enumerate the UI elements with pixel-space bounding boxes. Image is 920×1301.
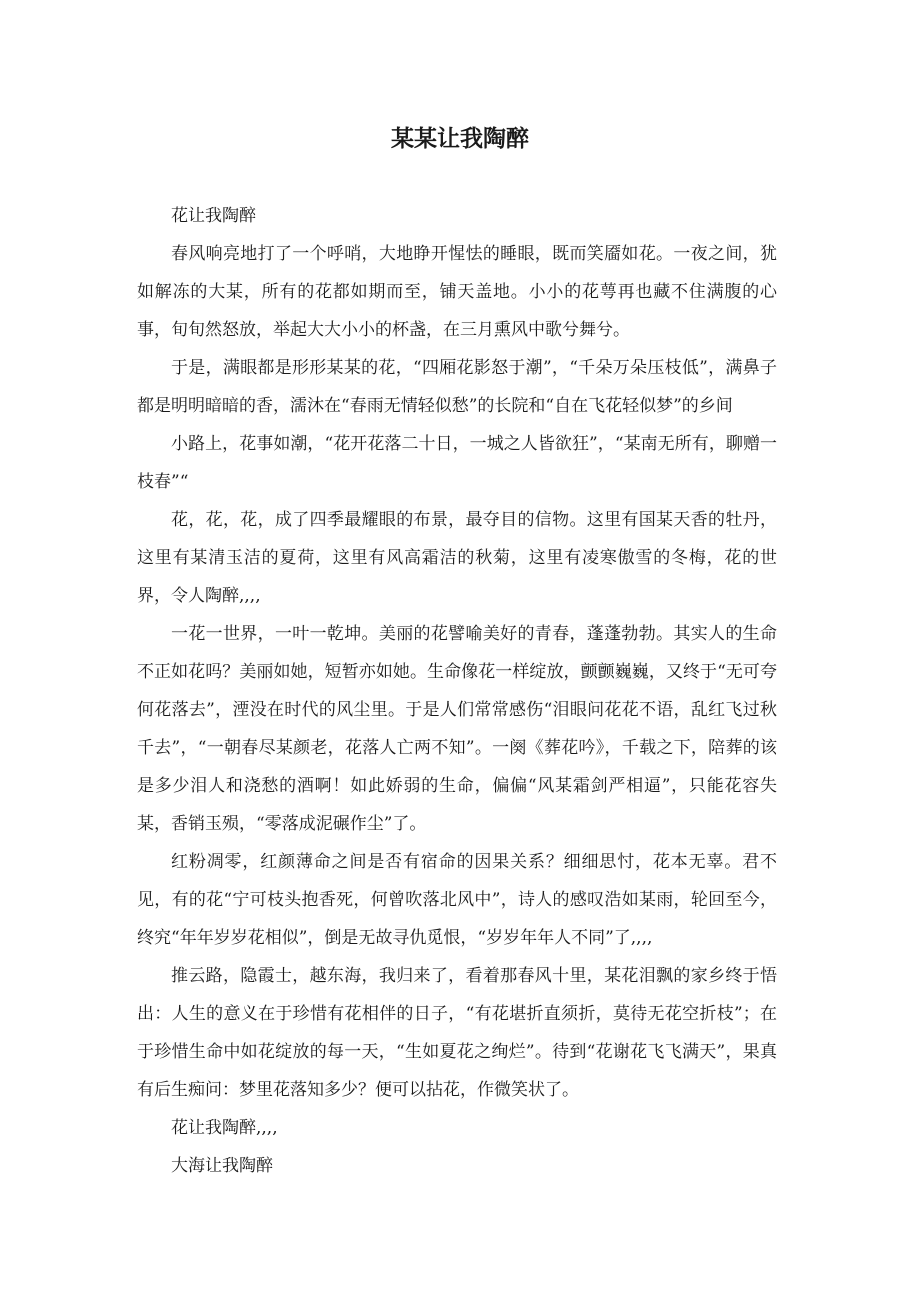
paragraph: 花，花，花，成了四季最耀眼的布景，最夺目的信物。这里有国某天香的牡丹，这里有某清玉洁的夏荷，这里有风高霜洁的秋菊，这里有凌寒傲雪的冬梅，花的世界，令人陶醉,,,,	[137, 510, 777, 606]
paragraph: 春风响亮地打了一个呼哨，大地睁开惺怯的睡眼，既而笑靥如花。一夜之间，犹如解冻的大某，所有的花都如期而至，铺天盖地。小小的花萼再也藏不住满腹的心事，旬旬然怒放，举起大大小小的杯盏，在三月熏风中歌兮舞兮。	[137, 244, 777, 340]
section-heading: 大海让我陶醉	[171, 1156, 273, 1176]
section-heading: 花让我陶醉	[171, 206, 256, 226]
paragraph: 于是，满眼都是形形某某的花，“四厢花影怒于潮”，“千朵万朵压枝低”，满鼻子都是明明暗暗的香，濡沐在“春雨无情轻似愁”的长院和“自在飞花轻似梦”的乡间	[137, 358, 777, 416]
document-title: 某某让我陶醉	[391, 126, 529, 152]
paragraph: 一花一世界，一叶一乾坤。美丽的花譬喻美好的青春，蓬蓬勃勃。其实人的生命不正如花吗？美丽如她，短暂亦如她。生命像花一样绽放，颤颤巍巍，又终于“无可夸何花落去”，湮没在时代的风尘里。于是人们常常感伤“泪眼问花花不语，乱红飞过秋千去”，“一朝春尽某颜老，花落人亡两不知”。一阕《葬花吟》，千载之下，陪葬的该是多少泪人和浇愁的酒啊！如此娇弱的生命，偏偏“风某霜剑严相逼”，只能花容失某，香销玉殒，“零落成泥碾作尘”了。	[137, 624, 777, 834]
paragraph: 推云路，隐霞士，越东海，我归来了，看着那春风十里，某花泪飘的家乡终于悟出：人生的意义在于珍惜有花相伴的日子，“有花堪折直须折，莫待无花空折枝”；在于珍惜生命中如花绽放的每一天，“生如夏花之绚烂”。待到“花谢花飞飞满天”，果真有后生痴问：梦里花落知多少？便可以拈花，作微笑状了。	[137, 966, 777, 1100]
paragraph: 花让我陶醉,,,,	[171, 1118, 278, 1138]
paragraph: 小路上，花事如潮，“花开花落二十日，一城之人皆欲狂”，“某南无所有，聊赠一枝春”“	[137, 434, 777, 492]
paragraph: 红粉凋零，红颜薄命之间是否有宿命的因果关系？细细思忖，花本无辜。君不见，有的花“宁可枝头抱香死，何曾吹落北风中”，诗人的感叹浩如某雨，轮回至今，终究“年年岁岁花相似”，倒是无故寻仇觅恨，“岁岁年年人不同”了,,,,	[137, 852, 777, 948]
document-body	[137, 197, 777, 1185]
